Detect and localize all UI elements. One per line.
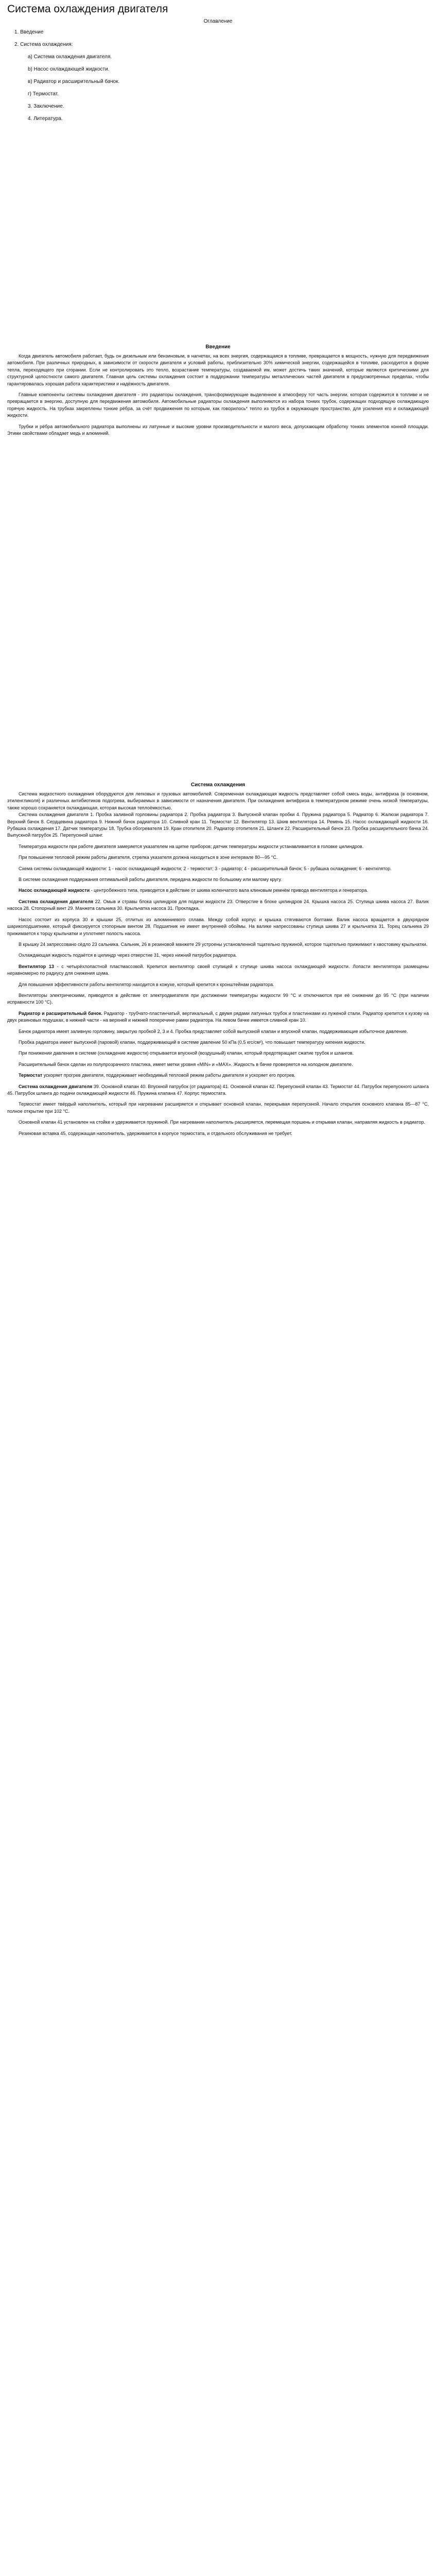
system-section	[7, 571, 429, 2441]
paragraph: Основной клапан 41 установлен на стойке и удерживается пружиной. При нагревании наполнитель расширяется, перемещая поршень и открывая клапан, направляя жидкость в радиатор.	[19, 1120, 425, 1125]
toc-item: а) Система охлаждения двигателя.	[28, 54, 112, 60]
toc-item: 1. Введение	[14, 29, 44, 35]
term-label: Вентилятор 13	[19, 963, 54, 969]
paragraph: Система охлаждения двигателя 1. Пробка заливной горловины радиатора 2. Пробка радиатора 3. Выпускной клапан пробки 4. Пружина радиатора 5. Радиатор 6. Жалюзи радиатора 7. Верхний бачок 8. Сердцевина радиатора 9. Нижний бачок радиатора 10. Сливной кран 11. Термостат 12. Вентилятор 13. Шкив вентилятора 14. Ремень 15. Насос охлаждающей жидкости 16. Рубашка охлаждения 17. Датчик температуры 18. Трубка обогревателя 19. Кран отопителя 20. Радиатор отопителя 21. Шланги 22. Расширительный бачок 23. Пробка расширительного бачка 24. Выпускной патрубок 25. Перепускной шланг.	[7, 812, 429, 838]
paragraph: Система жидкостного охлаждения оборудуются для легковых и грузовых автомобилей. Современная охлаждающая жидкость представляет собой смесь воды, антифриза (в основном, этиленгликоля) и различных антибиотиков подогрева, выбираемых в зависимости от назначения двигателя. При охлаждения антифриза в температурном режиме очень низкой температуры, также хорошо сохраняется охлаждающая, которая высокая теплоёмкостью.	[7, 791, 429, 810]
term-text: 22. Омыв и стравы блока цилиндров для подачи жидкости 23. Отверстие в блоке цилиндров 24. Крышка насоса 25. Ступица шкива насоса 27. Валик насоса 28. Стопорный винт 29. Манжета сальника 30. Крыльчатка насоса 31. Прокладка.	[7, 899, 429, 911]
term-label: Насос охлаждающей жидкости	[19, 888, 90, 893]
system-text	[7, 791, 429, 1137]
toc-item: в) Радиатор и расширительный бачок.	[28, 79, 120, 84]
intro-heading: Введение	[205, 344, 231, 350]
term-label: Радиатор и расширительный бачок.	[19, 1010, 103, 1016]
conclusion-section	[7, 2441, 429, 2576]
paragraph	[7, 1072, 429, 1079]
paragraph: В крышку 24 запрессовано сёдло 23 сальника. Сальник, 26 в резиновой манжете 29 устроены установленной тщательно пружиной, которое тщательно прижимают к хвостовику крыльчатки.	[19, 941, 428, 947]
intro-text	[7, 353, 429, 437]
toc-heading: Оглавление	[203, 19, 233, 24]
toc-item: 3. Заключение.	[28, 104, 64, 109]
paragraph	[7, 1010, 429, 1024]
paragraph: Термостат имеет твёрдый наполнитель, который при нагревании расширяется и открывает основной клапан, перекрывая перепускной. Начало открытия основного клапана 85—87 °С, полное открытие при 102 °С.	[7, 1101, 429, 1114]
paragraph: Для повышения эффективности работы вентилятор находится в кожухе, который крепится к кронштейнам радиатора.	[19, 981, 274, 987]
paragraph: При понижении давления в системе (охлаждение жидкости) открывается впускной (воздушный) клапан, который предотвращает сжатие трубок и шлангов.	[19, 1050, 354, 1056]
toc-item: 2. Система охлаждения:	[14, 42, 73, 47]
system-heading: Система охлаждения	[190, 782, 246, 788]
paragraph: Трубки и рёбра автомобильного радиатора выполнены из латунные и высокие уровни производительности и малого веса, допускающим обработку тонких элементов конной площади. Этими свойствами обладает медь и алюминий.	[7, 423, 429, 436]
toc-section	[7, 19, 429, 133]
paragraph: Вентиляторы электрическими, приводятся в действие от электродвигателя при достижении температуры жидкости 99 °С и отключаются при её снижении до 95 °С (при наличии исправности 100 °С).	[7, 992, 429, 1005]
paragraph: Когда двигатель автомобиля работает, будь он дизельным или бензиновым, в нагнетах, на всех энергия, содержащаяся в топливе, превращается в мощность, нужную для передвижения автомобиля. При различных природных, в зависимости от скорости двигателя и условий работы, приблизительно 30% химической энергии, содержащейся в топливе, расходуется в форме тепла, переходящего при сгорании. Если не контролировать это тепло, возрастание температуры, создаваемой им, может достичь таких значений, которые являются критическими для структурной целостности самого двигателя. Главная цель системы охлаждения состоит в поддержании температуры металлических частей двигателя в предусмотренных пределах, чтобы гарантировалась хорошая работа характеристики и надёжность двигателя.	[7, 353, 429, 386]
paragraph: Резиновая вставка 45, содержащая наполнитель, удерживается в корпусе термостата, и отдельного обслуживания не требует.	[19, 1130, 292, 1136]
paragraph: Расширительный бачок сделан из полупрозрачного пластика, имеет метки уровня «MIN» и «MAX». Жидкость в бачке проверяется на холодном двигателе.	[19, 1061, 353, 1067]
term-text: - с четырёхлопастной пластмассовой. Крепится вентилятор своей ступицей к ступице шкива насоса охлаждающей жидкости. Лопасти вентилятора размещены неравномерно по радиусу для снижения шума.	[7, 963, 429, 976]
toc-item: b) Насос охлаждающей жидкости.	[28, 66, 110, 72]
paragraph	[7, 1083, 429, 1097]
toc-item: 4. Литература.	[28, 116, 63, 122]
paragraph: Схема системы охлаждающей жидкости: 1 - насос охлаждающей жидкости; 2 - термостат; 3 - радиатор; 4 - расширительный бачок; 5 - рубашка охлаждения; 6 - вентилятор.	[19, 866, 392, 871]
paragraph: Бачок радиатора имеет заливную горловину, закрытую пробкой 2, 3 и 4. Пробка представляет собой выпускной клапан и впускной клапан, поддерживающие избыточное давление.	[19, 1028, 408, 1034]
paragraph: Главные компоненты системы охлаждения двигателя - это радиаторы охлаждения, трансформирующие выделенное в атмосферу тот часть энергии, которая содержится в топливе и не превращается в энергию, доступную для передвижения автомобиля. Автомобильные радиаторы охлаждения выполняются из набора тонких трубок, содержащих подходящую охлаждающую горячую жидкость. На трубках закреплены тонкие рёбра, за счёт продвижения по которым, как говорилось* тепло из трубок в окружающее пространство, для усиления его и охлаждающей жидкости.	[7, 392, 429, 418]
term-label: Система охлаждения двигателя	[19, 1083, 93, 1089]
toc-list	[7, 26, 429, 125]
paragraph	[7, 887, 429, 894]
paragraph: В системе охлаждения поддержания оптимальной работы двигателя, передача жидкости по большому или малому кругу.	[19, 877, 282, 883]
term-text: Радиатор - трубчато-пластинчатый, вертикальный, с двумя рядами латунных трубок и пластинками из луженой стали. Радиатор крепится к кузову на двух резиновых подушках, в нижней части - на верхней и нижней поперечине рамки радиатора. На левом бачке имеется сливной кран 10.	[7, 1010, 429, 1023]
paragraph	[7, 899, 429, 912]
term-label: Система охлаждения двигателя	[19, 899, 94, 904]
term-label: Термостат	[19, 1073, 43, 1078]
paragraph: Температура жидкости при работе двигателя замеряется указателем на щитке приборов; датчик температуры жидкости устанавливается в головке цилиндров.	[19, 843, 364, 849]
paragraph: Охлаждающая жидкость подаётся в цилиндр через отверстие 31, через нижний патрубок радиатора.	[19, 953, 237, 958]
document-title: Система охлаждения двигателя	[7, 3, 168, 15]
paragraph: Насос состоит из корпуса 30 и крышки 25, отлитых из алюминиевого сплава. Между собой корпус и крышка стягиваются болтами. Валик насоса вращается в двухрядном шарикоподшипнике, который фиксируется стопорным винтом 28. Подшипник не имеет внутренней обоймы. На валике напрессованы ступица шкива 27 и крыльчатка 31. Торец сальника 29 прижимается к торцу крыльчатки и уплотняет полость насоса.	[7, 917, 429, 936]
intro-section	[7, 133, 429, 571]
paragraph: При повышении тепловой режим работы двигателя, стрелка указателя должна находиться в зоне интервале 80—95 °С.	[19, 855, 278, 860]
term-text: - центробежного типа, приводится в действие от шкива коленчатого вала клиновым ремнём привода вентилятора и генератора.	[90, 888, 369, 893]
paragraph: Пробка радиатора имеет выпускной (паровой) клапан, поддерживающий в системе давление 50 кПа (0,5 кгс/см²), что повышает температуру кипения жидкости.	[19, 1039, 365, 1045]
term-text: ускоряет прогрев двигателя, поддерживает необходимый тепловой режим работы двигателя и ускоряет его прогрев.	[42, 1073, 295, 1078]
paragraph	[7, 963, 429, 977]
toc-item: г) Термостат.	[28, 91, 59, 97]
term-text: 39. Основной клапан 40. Впускной патрубок (от радиатора) 41. Основной клапан 42. Перепускной клапан 43. Термостат 44. Патрубок перепускного шланга 45. Патрубок шланга до подачи охлаждающей жидкости 46. Пружина клапана 47. Корпус термостата.	[7, 1083, 429, 1096]
